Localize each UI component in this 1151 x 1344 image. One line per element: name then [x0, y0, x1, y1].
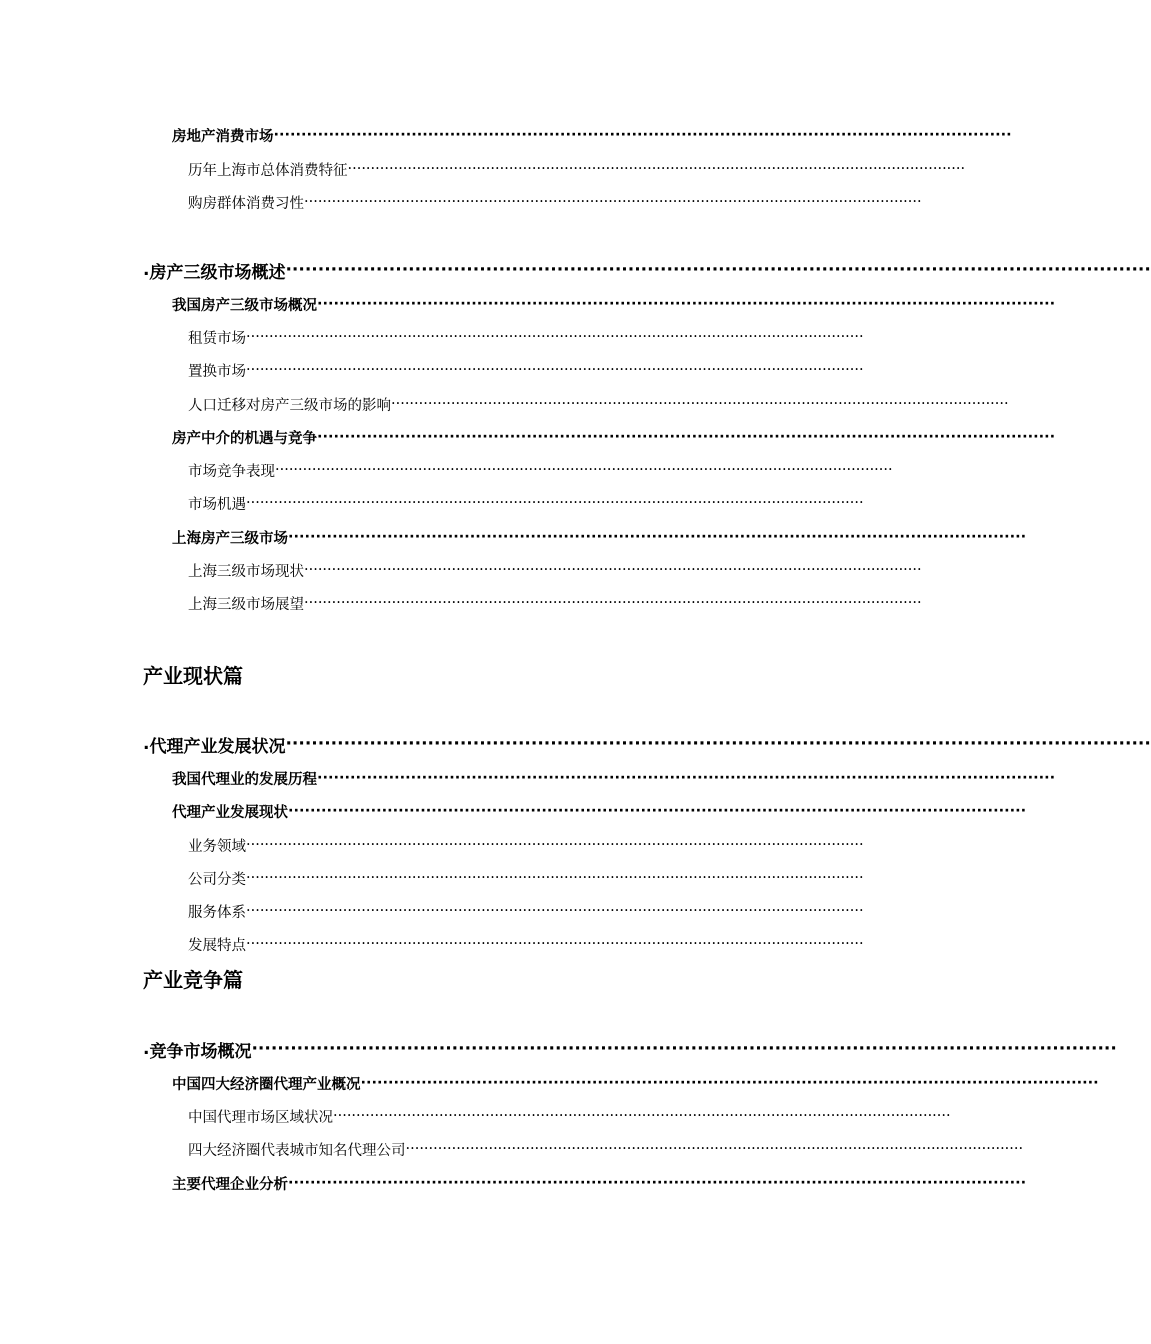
toc-leader-dots: ······································································································································ — [251, 1039, 1117, 1059]
toc-entry-title: 竞争市场概况 — [149, 1041, 252, 1062]
toc-leader-dots: ······································································································································ — [246, 936, 864, 952]
toc-leader-dots: ······································································································································ — [285, 260, 1151, 280]
toc-entry-title: 历年上海市总体消费特征 — [188, 162, 348, 179]
toc-entry-title: 上海三级市场现状 — [188, 563, 304, 580]
toc-entry[interactable] — [188, 591, 922, 615]
toc-chapter[interactable] — [143, 258, 1151, 283]
toc-leader-dots: ······································································································································ — [304, 595, 922, 611]
toc-chapter[interactable] — [143, 732, 1151, 757]
toc-entry-title: 我国房产三级市场概况 — [172, 297, 317, 314]
toc-entry[interactable] — [188, 458, 893, 482]
toc-entry-title: 上海房产三级市场 — [172, 530, 288, 547]
toc-entry-title: 购房群体消费习性 — [188, 195, 304, 212]
toc-entry-title: 公司分类 — [188, 871, 246, 888]
toc-entry[interactable] — [172, 425, 1056, 449]
toc-leader-dots: ······································································································································ — [317, 296, 1056, 312]
toc-entry[interactable] — [172, 123, 1012, 147]
toc-entry-title: 人口迁移对房产三级市场的影响 — [188, 397, 391, 414]
toc-entry-title: 市场机遇 — [188, 496, 246, 513]
toc-entry[interactable] — [188, 491, 864, 515]
toc-entry[interactable] — [188, 1137, 1024, 1161]
toc-entry-title: 代理产业发展状况 — [149, 736, 286, 757]
toc-leader-dots: ······································································································································ — [246, 329, 864, 345]
toc-entry-title: 上海三级市场展望 — [188, 596, 304, 613]
toc-entry[interactable] — [172, 766, 1056, 790]
toc-leader-dots: ······································································································································ — [391, 396, 1009, 412]
toc-entry[interactable] — [172, 799, 1027, 823]
toc-entry-title: 房产三级市场概述 — [149, 262, 286, 283]
toc-entry-title: 房地产消费市场 — [172, 128, 274, 145]
toc-entry[interactable] — [172, 292, 1056, 316]
toc-entry[interactable] — [188, 932, 864, 956]
part-heading: 产业竞争篇 — [143, 968, 243, 992]
toc-entry-title: 主要代理企业分析 — [172, 1176, 288, 1193]
toc-leader-dots: ······································································································································ — [246, 903, 864, 919]
toc-entry-title: 业务领域 — [188, 838, 246, 855]
toc-entry[interactable] — [188, 190, 922, 214]
toc-entry-title: 房产中介的机遇与竞争 — [172, 430, 317, 447]
toc-entry-title: 发展特点 — [188, 937, 246, 954]
toc-entry-title: 租赁市场 — [188, 330, 246, 347]
toc-leader-dots: ······································································································································ — [288, 803, 1027, 819]
toc-entry[interactable] — [172, 1171, 1027, 1195]
toc-entry-title: 服务体系 — [188, 904, 246, 921]
toc-leader-dots: ······································································································································ — [246, 870, 864, 886]
toc-entry[interactable] — [188, 899, 864, 923]
toc-chapter-prefix: . — [143, 260, 150, 280]
toc-entry[interactable] — [188, 558, 922, 582]
toc-entry-title: 市场竞争表现 — [188, 463, 275, 480]
toc-leader-dots: ······································································································································ — [275, 462, 893, 478]
toc-entry[interactable] — [188, 325, 864, 349]
toc-entry[interactable] — [188, 1104, 951, 1128]
toc-leader-dots: ······································································································································ — [246, 837, 864, 853]
toc-leader-dots: ······································································································································ — [288, 529, 1027, 545]
toc-leader-dots: ······································································································································ — [285, 734, 1151, 754]
toc-leader-dots: ······································································································································ — [304, 562, 922, 578]
toc-leader-dots: ······································································································································ — [273, 127, 1012, 143]
toc-entry-title: 中国代理市场区域状况 — [188, 1109, 333, 1126]
toc-chapter-prefix: . — [143, 734, 150, 754]
toc-leader-dots: ······································································································································ — [347, 161, 966, 177]
toc-entry-title: 中国四大经济圈代理产业概况 — [172, 1076, 361, 1093]
toc-entry-title: 我国代理业的发展历程 — [172, 771, 317, 788]
toc-leader-dots: ······································································································································ — [317, 770, 1056, 786]
toc-entry[interactable] — [188, 392, 1009, 416]
toc-entry[interactable] — [188, 866, 864, 890]
toc-entry-title: 代理产业发展现状 — [172, 804, 288, 821]
toc-leader-dots: ······································································································································ — [246, 495, 864, 511]
toc-entry[interactable] — [172, 525, 1027, 549]
toc-leader-dots: ······································································································································ — [360, 1075, 1099, 1091]
toc-chapter[interactable] — [143, 1037, 1117, 1062]
toc-leader-dots: ······································································································································ — [317, 429, 1056, 445]
toc-leader-dots: ······································································································································ — [246, 362, 864, 378]
toc-entry[interactable] — [188, 358, 864, 382]
toc-entry-title: 四大经济圈代表城市知名代理公司 — [188, 1142, 406, 1159]
toc-leader-dots: ······································································································································ — [304, 194, 922, 210]
toc-entry[interactable] — [188, 833, 864, 857]
toc-leader-dots: ······································································································································ — [288, 1175, 1027, 1191]
toc-entry[interactable] — [172, 1071, 1099, 1095]
toc-entry-title: 置换市场 — [188, 363, 246, 380]
part-heading: 产业现状篇 — [143, 664, 243, 688]
toc-leader-dots: ······································································································································ — [405, 1141, 1024, 1157]
toc-leader-dots: ······································································································································ — [333, 1108, 951, 1124]
toc-chapter-prefix: . — [143, 1039, 150, 1059]
toc-entry[interactable] — [188, 157, 966, 181]
